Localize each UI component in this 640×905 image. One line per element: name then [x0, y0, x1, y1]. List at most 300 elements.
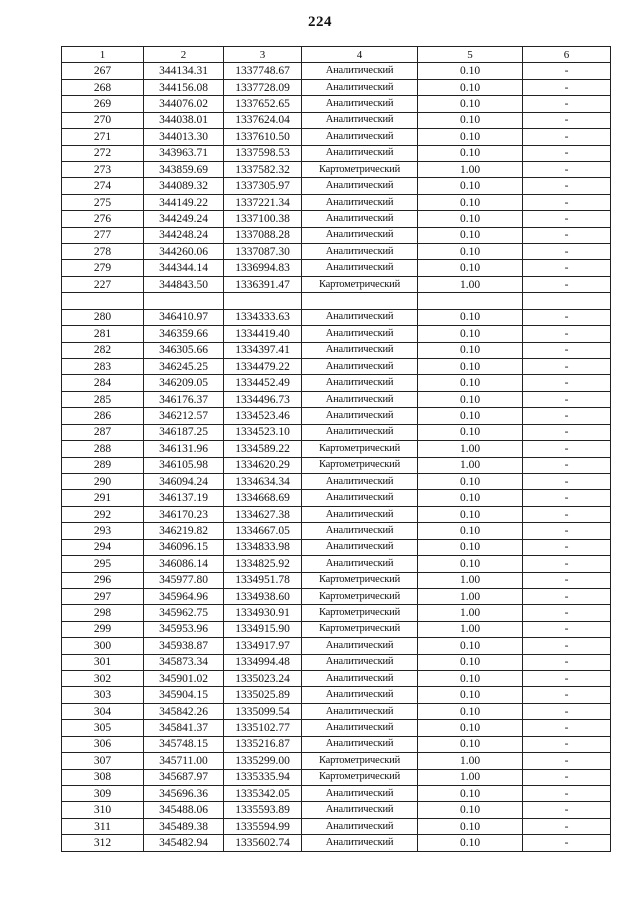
accuracy-cell: 1.00: [418, 572, 523, 588]
y-coordinate-cell: 1335594.99: [224, 818, 302, 834]
x-coordinate-cell: 346137.19: [144, 490, 224, 506]
method-cell: Аналитический: [302, 818, 418, 834]
note-cell: -: [523, 523, 611, 539]
point-number-cell: 312: [62, 835, 144, 851]
note-cell: -: [523, 572, 611, 588]
point-number-cell: 304: [62, 703, 144, 719]
accuracy-cell: 0.10: [418, 145, 523, 161]
note-cell: -: [523, 835, 611, 851]
table-row: [62, 129, 611, 145]
method-cell: Картометрический: [302, 605, 418, 621]
method-cell: Аналитический: [302, 145, 418, 161]
method-cell: Аналитический: [302, 260, 418, 276]
accuracy-cell: 0.10: [418, 835, 523, 851]
y-coordinate-cell: 1334833.98: [224, 539, 302, 555]
point-number-cell: 290: [62, 473, 144, 489]
note-cell: -: [523, 556, 611, 572]
y-coordinate-cell: 1334523.46: [224, 408, 302, 424]
table-row: [62, 194, 611, 210]
point-number-cell: 272: [62, 145, 144, 161]
method-cell: Картометрический: [302, 276, 418, 292]
table-row: [62, 835, 611, 851]
accuracy-cell: 0.10: [418, 720, 523, 736]
point-number-cell: 268: [62, 79, 144, 95]
note-cell: -: [523, 408, 611, 424]
method-cell: Аналитический: [302, 326, 418, 342]
y-coordinate-cell: 1337100.38: [224, 211, 302, 227]
x-coordinate-cell: 345953.96: [144, 621, 224, 637]
note-cell: -: [523, 227, 611, 243]
table-row: [62, 802, 611, 818]
point-number-cell: 309: [62, 785, 144, 801]
y-coordinate-cell: 1334397.41: [224, 342, 302, 358]
accuracy-cell: 1.00: [418, 753, 523, 769]
table-row: [62, 112, 611, 128]
point-number-cell: 284: [62, 375, 144, 391]
table-row: [62, 556, 611, 572]
accuracy-cell: 1.00: [418, 588, 523, 604]
note-cell: -: [523, 276, 611, 292]
x-coordinate-cell: 345748.15: [144, 736, 224, 752]
x-coordinate-cell: 345488.06: [144, 802, 224, 818]
accuracy-cell: 0.10: [418, 539, 523, 555]
table-row: [62, 391, 611, 407]
point-number-cell: 301: [62, 654, 144, 670]
x-coordinate-cell: 345489.38: [144, 818, 224, 834]
accuracy-cell: 0.10: [418, 424, 523, 440]
x-coordinate-cell: 344013.30: [144, 129, 224, 145]
accuracy-cell: 0.10: [418, 736, 523, 752]
accuracy-cell: [418, 293, 523, 309]
note-cell: -: [523, 441, 611, 457]
table-row: [62, 720, 611, 736]
accuracy-cell: 1.00: [418, 621, 523, 637]
method-cell: Аналитический: [302, 638, 418, 654]
point-number-cell: 311: [62, 818, 144, 834]
table-row: [62, 785, 611, 801]
y-coordinate-cell: 1335335.94: [224, 769, 302, 785]
y-coordinate-cell: 1337728.09: [224, 79, 302, 95]
point-number-cell: [62, 293, 144, 309]
accuracy-cell: 0.10: [418, 802, 523, 818]
x-coordinate-cell: 345964.96: [144, 588, 224, 604]
accuracy-cell: 0.10: [418, 244, 523, 260]
y-coordinate-cell: 1334668.69: [224, 490, 302, 506]
x-coordinate-cell: 346219.82: [144, 523, 224, 539]
point-number-cell: 275: [62, 194, 144, 210]
method-cell: Аналитический: [302, 539, 418, 555]
x-coordinate-cell: 344038.01: [144, 112, 224, 128]
method-cell: Аналитический: [302, 720, 418, 736]
x-coordinate-cell: 346131.96: [144, 441, 224, 457]
x-coordinate-cell: 343963.71: [144, 145, 224, 161]
note-cell: -: [523, 736, 611, 752]
y-coordinate-cell: 1334589.22: [224, 441, 302, 457]
table-row: [62, 736, 611, 752]
point-number-cell: 289: [62, 457, 144, 473]
x-coordinate-cell: 345901.02: [144, 671, 224, 687]
table-row: [62, 293, 611, 309]
accuracy-cell: 0.10: [418, 227, 523, 243]
method-cell: Картометрический: [302, 572, 418, 588]
note-cell: -: [523, 260, 611, 276]
column-header: 3: [224, 47, 302, 63]
point-number-cell: 274: [62, 178, 144, 194]
method-cell: Аналитический: [302, 342, 418, 358]
y-coordinate-cell: 1334938.60: [224, 588, 302, 604]
note-cell: -: [523, 769, 611, 785]
method-cell: Аналитический: [302, 211, 418, 227]
table-row: [62, 342, 611, 358]
table-row: [62, 96, 611, 112]
y-coordinate-cell: 1337582.32: [224, 161, 302, 177]
table-row: [62, 621, 611, 637]
point-number-cell: 298: [62, 605, 144, 621]
accuracy-cell: 0.10: [418, 556, 523, 572]
y-coordinate-cell: 1334825.92: [224, 556, 302, 572]
y-coordinate-cell: 1335102.77: [224, 720, 302, 736]
method-cell: Аналитический: [302, 671, 418, 687]
accuracy-cell: 0.10: [418, 326, 523, 342]
point-number-cell: 303: [62, 687, 144, 703]
x-coordinate-cell: 344149.22: [144, 194, 224, 210]
accuracy-cell: 0.10: [418, 309, 523, 325]
note-cell: -: [523, 359, 611, 375]
y-coordinate-cell: 1334479.22: [224, 359, 302, 375]
y-coordinate-cell: 1337624.04: [224, 112, 302, 128]
table-row: [62, 572, 611, 588]
note-cell: -: [523, 671, 611, 687]
y-coordinate-cell: 1334496.73: [224, 391, 302, 407]
method-cell: Аналитический: [302, 79, 418, 95]
table-row: [62, 161, 611, 177]
note-cell: -: [523, 194, 611, 210]
accuracy-cell: 0.10: [418, 194, 523, 210]
note-cell: -: [523, 588, 611, 604]
table-row: [62, 539, 611, 555]
y-coordinate-cell: 1334667.05: [224, 523, 302, 539]
accuracy-cell: 0.10: [418, 112, 523, 128]
y-coordinate-cell: 1335602.74: [224, 835, 302, 851]
point-number-cell: 302: [62, 671, 144, 687]
method-cell: Аналитический: [302, 506, 418, 522]
x-coordinate-cell: 345841.37: [144, 720, 224, 736]
accuracy-cell: 0.10: [418, 211, 523, 227]
y-coordinate-cell: 1334917.97: [224, 638, 302, 654]
table-body: [62, 63, 611, 851]
point-number-cell: 292: [62, 506, 144, 522]
point-number-cell: 306: [62, 736, 144, 752]
accuracy-cell: 0.10: [418, 359, 523, 375]
note-cell: -: [523, 720, 611, 736]
y-coordinate-cell: 1337088.28: [224, 227, 302, 243]
method-cell: Картометрический: [302, 161, 418, 177]
table-row: [62, 359, 611, 375]
point-number-cell: 291: [62, 490, 144, 506]
note-cell: -: [523, 424, 611, 440]
x-coordinate-cell: 346212.57: [144, 408, 224, 424]
table-row: [62, 424, 611, 440]
x-coordinate-cell: 346096.15: [144, 539, 224, 555]
y-coordinate-cell: 1336391.47: [224, 276, 302, 292]
note-cell: -: [523, 506, 611, 522]
table-row: [62, 408, 611, 424]
accuracy-cell: 0.10: [418, 260, 523, 276]
x-coordinate-cell: 344089.32: [144, 178, 224, 194]
x-coordinate-cell: 346410.97: [144, 309, 224, 325]
method-cell: Аналитический: [302, 375, 418, 391]
y-coordinate-cell: 1335342.05: [224, 785, 302, 801]
accuracy-cell: 0.10: [418, 63, 523, 79]
table-row: [62, 687, 611, 703]
note-cell: -: [523, 161, 611, 177]
note-cell: -: [523, 211, 611, 227]
x-coordinate-cell: 344344.14: [144, 260, 224, 276]
method-cell: Картометрический: [302, 769, 418, 785]
table-row: [62, 818, 611, 834]
method-cell: Аналитический: [302, 391, 418, 407]
method-cell: Аналитический: [302, 687, 418, 703]
x-coordinate-cell: 345482.94: [144, 835, 224, 851]
method-cell: Аналитический: [302, 309, 418, 325]
point-number-cell: 279: [62, 260, 144, 276]
y-coordinate-cell: 1334620.29: [224, 457, 302, 473]
x-coordinate-cell: 345938.87: [144, 638, 224, 654]
x-coordinate-cell: 346187.25: [144, 424, 224, 440]
method-cell: Аналитический: [302, 473, 418, 489]
table-row: [62, 638, 611, 654]
x-coordinate-cell: 344248.24: [144, 227, 224, 243]
accuracy-cell: 1.00: [418, 457, 523, 473]
point-number-cell: 270: [62, 112, 144, 128]
point-number-cell: 294: [62, 539, 144, 555]
point-number-cell: 285: [62, 391, 144, 407]
note-cell: -: [523, 96, 611, 112]
method-cell: [302, 293, 418, 309]
method-cell: Картометрический: [302, 753, 418, 769]
column-header: 4: [302, 47, 418, 63]
method-cell: Картометрический: [302, 621, 418, 637]
accuracy-cell: 0.10: [418, 703, 523, 719]
x-coordinate-cell: 346176.37: [144, 391, 224, 407]
y-coordinate-cell: 1337652.65: [224, 96, 302, 112]
x-coordinate-cell: 345873.34: [144, 654, 224, 670]
point-number-cell: 276: [62, 211, 144, 227]
x-coordinate-cell: 344156.08: [144, 79, 224, 95]
point-number-cell: 296: [62, 572, 144, 588]
x-coordinate-cell: 344260.06: [144, 244, 224, 260]
method-cell: Аналитический: [302, 129, 418, 145]
table-row: [62, 769, 611, 785]
table-row: [62, 457, 611, 473]
accuracy-cell: 0.10: [418, 408, 523, 424]
accuracy-cell: 0.10: [418, 671, 523, 687]
accuracy-cell: 0.10: [418, 178, 523, 194]
accuracy-cell: 0.10: [418, 129, 523, 145]
accuracy-cell: 1.00: [418, 605, 523, 621]
note-cell: -: [523, 638, 611, 654]
accuracy-cell: 0.10: [418, 523, 523, 539]
accuracy-cell: 1.00: [418, 276, 523, 292]
point-number-cell: 293: [62, 523, 144, 539]
x-coordinate-cell: 345687.97: [144, 769, 224, 785]
x-coordinate-cell: 345962.75: [144, 605, 224, 621]
y-coordinate-cell: 1334951.78: [224, 572, 302, 588]
method-cell: Аналитический: [302, 835, 418, 851]
column-header: 1: [62, 47, 144, 63]
y-coordinate-cell: 1337221.34: [224, 194, 302, 210]
table-row: [62, 244, 611, 260]
table-row: [62, 145, 611, 161]
y-coordinate-cell: 1334419.40: [224, 326, 302, 342]
table-row: [62, 211, 611, 227]
x-coordinate-cell: 345711.00: [144, 753, 224, 769]
note-cell: -: [523, 145, 611, 161]
method-cell: Аналитический: [302, 556, 418, 572]
accuracy-cell: 0.10: [418, 96, 523, 112]
point-number-cell: 286: [62, 408, 144, 424]
point-number-cell: 283: [62, 359, 144, 375]
method-cell: Аналитический: [302, 359, 418, 375]
method-cell: Аналитический: [302, 654, 418, 670]
table-row: [62, 473, 611, 489]
accuracy-cell: 0.10: [418, 654, 523, 670]
method-cell: Аналитический: [302, 112, 418, 128]
x-coordinate-cell: 346359.66: [144, 326, 224, 342]
table-row: [62, 227, 611, 243]
x-coordinate-cell: 346209.05: [144, 375, 224, 391]
accuracy-cell: 0.10: [418, 79, 523, 95]
point-number-cell: 278: [62, 244, 144, 260]
y-coordinate-cell: 1334333.63: [224, 309, 302, 325]
note-cell: -: [523, 112, 611, 128]
x-coordinate-cell: 343859.69: [144, 161, 224, 177]
point-number-cell: 287: [62, 424, 144, 440]
accuracy-cell: 0.10: [418, 391, 523, 407]
x-coordinate-cell: 346170.23: [144, 506, 224, 522]
note-cell: [523, 293, 611, 309]
y-coordinate-cell: 1335216.87: [224, 736, 302, 752]
x-coordinate-cell: [144, 293, 224, 309]
accuracy-cell: 0.10: [418, 687, 523, 703]
method-cell: Аналитический: [302, 227, 418, 243]
y-coordinate-cell: 1334915.90: [224, 621, 302, 637]
y-coordinate-cell: 1334994.48: [224, 654, 302, 670]
y-coordinate-cell: 1334452.49: [224, 375, 302, 391]
method-cell: Картометрический: [302, 457, 418, 473]
x-coordinate-cell: 346305.66: [144, 342, 224, 358]
table-row: [62, 260, 611, 276]
table-row: [62, 506, 611, 522]
accuracy-cell: 1.00: [418, 769, 523, 785]
note-cell: -: [523, 457, 611, 473]
accuracy-cell: 0.10: [418, 785, 523, 801]
method-cell: Аналитический: [302, 63, 418, 79]
point-number-cell: 282: [62, 342, 144, 358]
method-cell: Аналитический: [302, 244, 418, 260]
point-number-cell: 281: [62, 326, 144, 342]
point-number-cell: 299: [62, 621, 144, 637]
column-header: 2: [144, 47, 224, 63]
accuracy-cell: 0.10: [418, 375, 523, 391]
y-coordinate-cell: 1337305.97: [224, 178, 302, 194]
method-cell: Картометрический: [302, 441, 418, 457]
point-number-cell: 267: [62, 63, 144, 79]
table-row: [62, 276, 611, 292]
table-row: [62, 654, 611, 670]
accuracy-cell: 0.10: [418, 638, 523, 654]
x-coordinate-cell: 346094.24: [144, 473, 224, 489]
note-cell: -: [523, 687, 611, 703]
note-cell: -: [523, 63, 611, 79]
y-coordinate-cell: 1334930.91: [224, 605, 302, 621]
note-cell: -: [523, 129, 611, 145]
note-cell: -: [523, 342, 611, 358]
x-coordinate-cell: 344134.31: [144, 63, 224, 79]
x-coordinate-cell: 345696.36: [144, 785, 224, 801]
point-number-cell: 297: [62, 588, 144, 604]
x-coordinate-cell: 345977.80: [144, 572, 224, 588]
y-coordinate-cell: 1334523.10: [224, 424, 302, 440]
method-cell: Аналитический: [302, 194, 418, 210]
x-coordinate-cell: 345904.15: [144, 687, 224, 703]
table-row: [62, 753, 611, 769]
note-cell: -: [523, 802, 611, 818]
x-coordinate-cell: 344076.02: [144, 96, 224, 112]
point-number-cell: 277: [62, 227, 144, 243]
y-coordinate-cell: 1337610.50: [224, 129, 302, 145]
y-coordinate-cell: 1335023.24: [224, 671, 302, 687]
table-header-row: [62, 47, 611, 63]
table-row: [62, 671, 611, 687]
x-coordinate-cell: 346245.25: [144, 359, 224, 375]
accuracy-cell: 0.10: [418, 818, 523, 834]
x-coordinate-cell: 344249.24: [144, 211, 224, 227]
accuracy-cell: 0.10: [418, 342, 523, 358]
method-cell: Аналитический: [302, 408, 418, 424]
page-number: 224: [308, 14, 332, 30]
table-row: [62, 79, 611, 95]
method-cell: Аналитический: [302, 736, 418, 752]
method-cell: Аналитический: [302, 523, 418, 539]
x-coordinate-cell: 346105.98: [144, 457, 224, 473]
method-cell: Аналитический: [302, 178, 418, 194]
method-cell: Аналитический: [302, 785, 418, 801]
note-cell: -: [523, 818, 611, 834]
table-row: [62, 178, 611, 194]
method-cell: Аналитический: [302, 802, 418, 818]
note-cell: -: [523, 178, 611, 194]
y-coordinate-cell: 1337087.30: [224, 244, 302, 260]
point-number-cell: 307: [62, 753, 144, 769]
point-number-cell: 273: [62, 161, 144, 177]
note-cell: -: [523, 79, 611, 95]
x-coordinate-cell: 344843.50: [144, 276, 224, 292]
coordinates-table: [61, 46, 611, 852]
table-row: [62, 375, 611, 391]
note-cell: -: [523, 490, 611, 506]
table-row: [62, 326, 611, 342]
table-row: [62, 523, 611, 539]
point-number-cell: 280: [62, 309, 144, 325]
y-coordinate-cell: 1334627.38: [224, 506, 302, 522]
y-coordinate-cell: [224, 293, 302, 309]
note-cell: -: [523, 621, 611, 637]
y-coordinate-cell: 1334634.34: [224, 473, 302, 489]
point-number-cell: 300: [62, 638, 144, 654]
y-coordinate-cell: 1337748.67: [224, 63, 302, 79]
column-header: 6: [523, 47, 611, 63]
